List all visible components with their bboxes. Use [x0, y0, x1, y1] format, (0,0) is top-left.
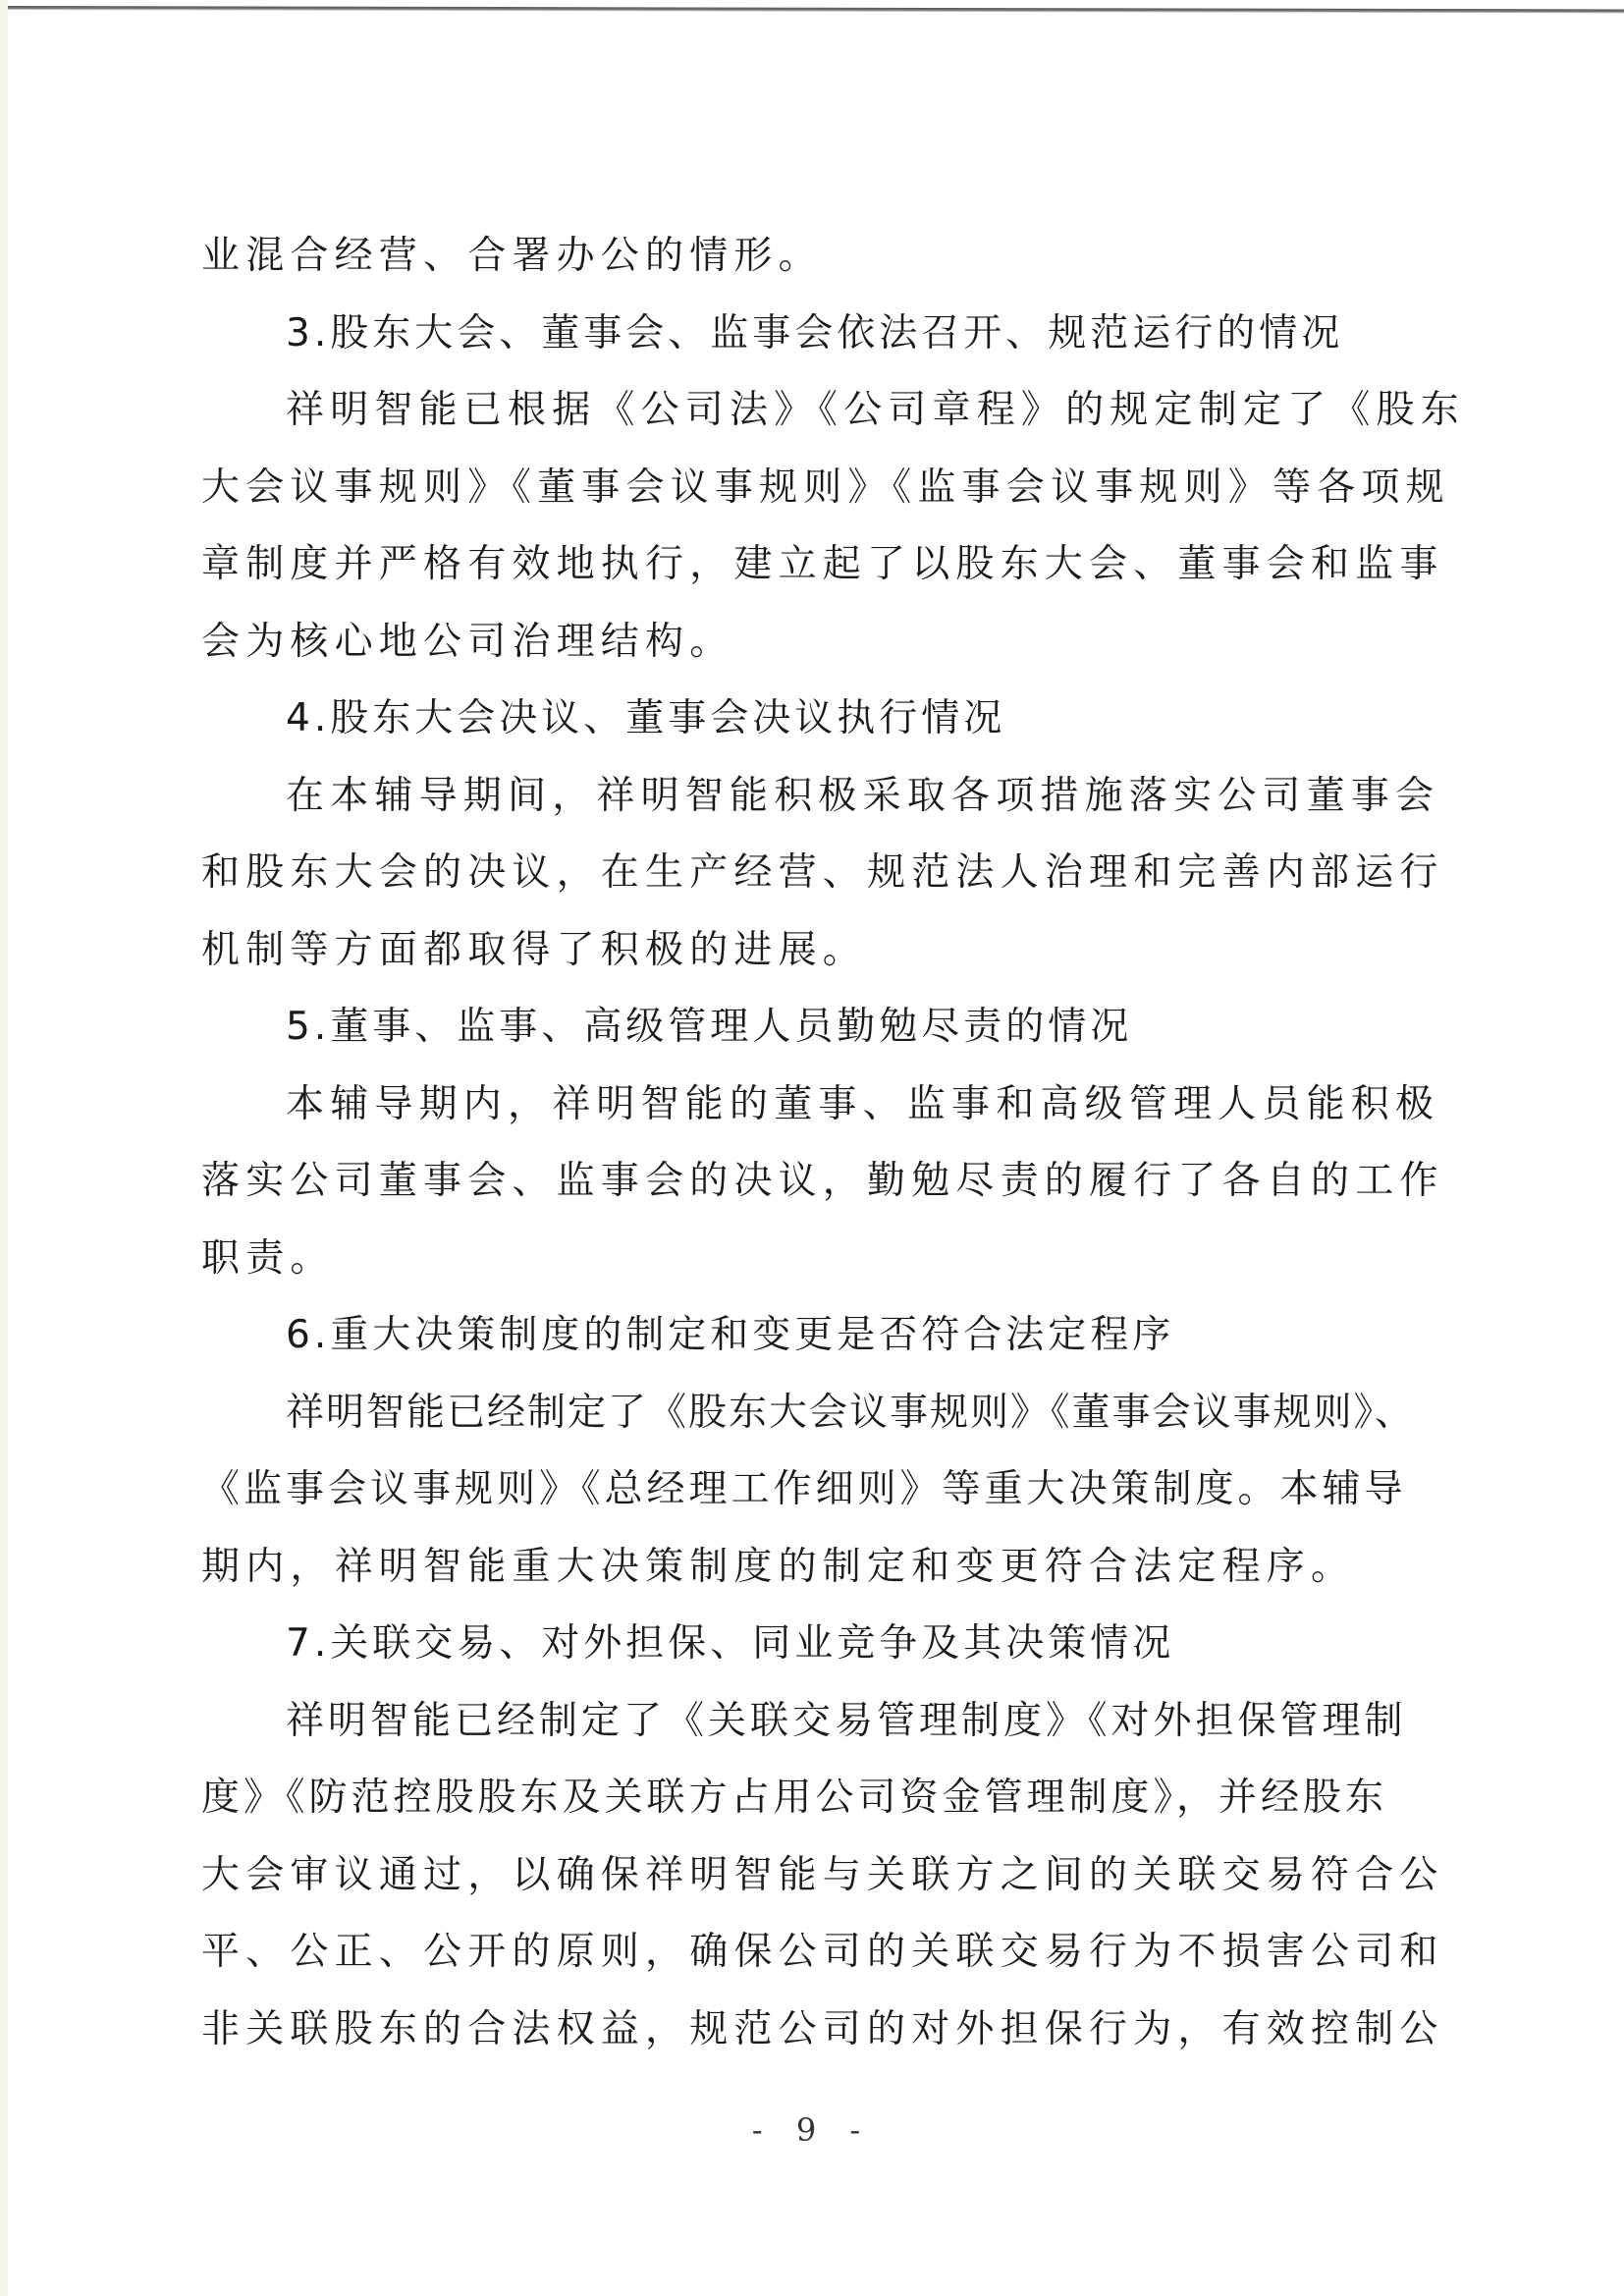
scan-edge-top [8, 6, 1624, 13]
section-heading-5: 5.董事、监事、高级管理人员勤勉尽责的情况 [286, 1005, 1133, 1049]
body-line: 和股东大会的决议，在生产经营、规范法人治理和完善内部运行 [201, 850, 1444, 895]
body-line: 职责。 [201, 1235, 335, 1281]
paragraph-start: 祥明智能已经制定了《股东大会议事规则》《董事会议事规则》、 [286, 1390, 1416, 1435]
body-line: 机制等方面都取得了积极的进展。 [201, 927, 868, 972]
scan-edge-left [0, 0, 8, 2296]
page-number: - 9 - [751, 2111, 873, 2149]
section-heading-3: 3.股东大会、董事会、监事会依法召开、规范运行的情况 [286, 310, 1344, 355]
body-line: 度》《防范控股股东及关联方占用公司资金管理制度》，并经股东 [201, 1776, 1388, 1820]
body-line: 期内，祥明智能重大决策制度的制定和变更符合法定程序。 [201, 1544, 1356, 1589]
body-line: 平、公正、公开的原则，确保公司的关联交易行为不损害公司和 [201, 1930, 1444, 1974]
paragraph-start: 在本辅导期间，祥明智能积极采取各项措施落实公司董事会 [286, 773, 1440, 818]
section-heading-6: 6.重大决策制度的制定和变更是否符合法定程序 [286, 1313, 1175, 1357]
paragraph-start: 祥明智能已根据《公司法》《公司章程》的规定制定了《股东 [286, 388, 1465, 432]
paragraph-start: 本辅导期内，祥明智能的董事、监事和高级管理人员能积极 [286, 1081, 1440, 1126]
paragraph-start: 祥明智能已经制定了《关联交易管理制度》《对外担保管理制 [286, 1698, 1407, 1743]
section-heading-4: 4.股东大会决议、董事会决议执行情况 [286, 696, 1006, 740]
body-line: 《监事会议事规则》《总经理工作细则》等重大决策制度。本辅导 [201, 1467, 1407, 1511]
body-line: 大会审议通过，以确保祥明智能与关联方之间的关联交易符合公 [201, 1852, 1444, 1897]
body-line: 业混合经营、合署办公的情形。 [201, 234, 823, 278]
body-line: 章制度并严格有效地执行，建立起了以股东大会、董事会和监事 [201, 542, 1444, 586]
section-heading-7: 7.关联交易、对外担保、同业竞争及其决策情况 [286, 1621, 1175, 1666]
body-line: 大会议事规则》《董事会议事规则》《监事会议事规则》等各项规 [201, 465, 1450, 510]
document-body [201, 218, 1465, 2068]
body-line: 落实公司董事会、监事会的决议，勤勉尽责的履行了各自的工作 [201, 1159, 1444, 1203]
body-line: 会为核心地公司治理结构。 [201, 619, 734, 664]
body-line: 非关联股东的合法权益，规范公司的对外担保行为，有效控制公 [201, 2006, 1444, 2051]
